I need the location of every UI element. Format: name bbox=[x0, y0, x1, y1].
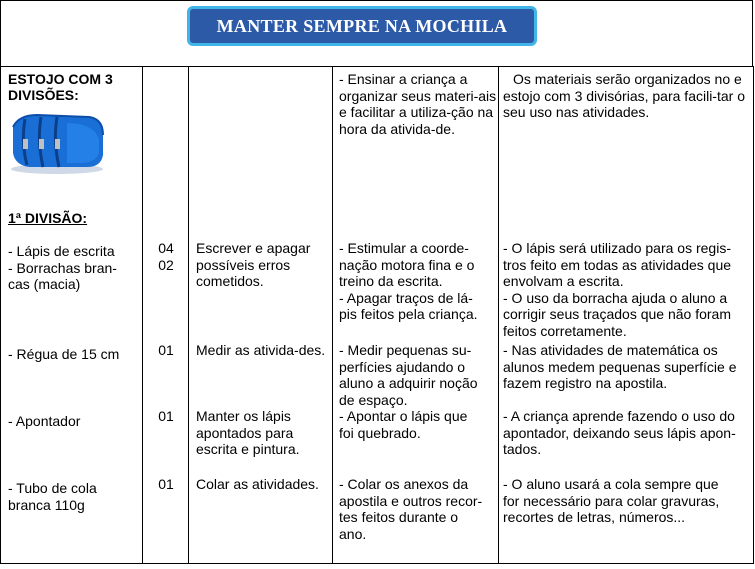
pencil-case-icon bbox=[7, 109, 107, 175]
item-glue: - Tubo de cola branca 110g bbox=[8, 480, 97, 513]
division-label: 1ª DIVISÃO: bbox=[8, 210, 88, 226]
use-pencil-eraser: Escrever e apagar possíveis erros cometidos. bbox=[196, 240, 311, 289]
qty-sharpener: 01 bbox=[158, 408, 174, 424]
materials-table bbox=[0, 66, 754, 564]
section-purpose: - Ensinar a criança a organizar seus materi-ais e facilitar a utiliza-ção na hora da ativida-de. bbox=[339, 71, 497, 137]
qty-pencil-eraser: 04 02 bbox=[158, 240, 174, 273]
objective-glue: - Colar os anexos da apostila e outros recor- tes feitos durante o ano. bbox=[339, 476, 483, 542]
item-sharpener: - Apontador bbox=[8, 413, 81, 429]
column-quantity bbox=[143, 67, 189, 564]
qty-ruler: 01 bbox=[158, 342, 174, 358]
item-pencil-eraser: - Lápis de escrita - Borrachas bran- cas (macia) bbox=[8, 243, 117, 292]
column-notes bbox=[499, 67, 754, 564]
column-use bbox=[189, 67, 333, 564]
column-objective bbox=[333, 67, 499, 564]
qty-glue: 01 bbox=[158, 476, 174, 492]
objective-sharpener: - Apontar o lápis que foi quebrado. bbox=[339, 408, 468, 441]
section-note: Os materiais serão organizados no e estojo com 3 divisórias, para facili-tar o seu uso nas atividades. bbox=[503, 71, 745, 120]
use-glue: Colar as atividades. bbox=[196, 476, 319, 492]
note-sharpener: - A criança aprende fazendo o uso do apontador, deixando seus lápis apon- tados. bbox=[503, 408, 736, 457]
note-glue: - O aluno usará a cola sempre que for necessário para colar gravuras, recortes de letras, números... bbox=[503, 476, 720, 525]
note-pencil-eraser: - O lápis será utilizado para os regis- tros feito em todas as atividades que envolvam a escrita. - O uso da borracha ajuda o aluno a corrigir seus traçados que não foram feitos corretamente. bbox=[503, 240, 732, 339]
section-heading: ESTOJO COM 3 DIVISÕES: bbox=[8, 71, 113, 103]
use-ruler: Medir as ativida-des. bbox=[196, 342, 326, 358]
use-sharpener: Manter os lápis apontados para escrita e pintura. bbox=[196, 408, 300, 457]
column-item bbox=[1, 67, 143, 564]
page-title: MANTER SEMPRE NA MOCHILA bbox=[187, 6, 537, 46]
item-ruler: - Régua de 15 cm bbox=[8, 346, 120, 362]
objective-ruler: - Medir pequenas su- perfícies ajudando o aluno a adquirir noção de espaço. bbox=[339, 342, 478, 408]
objective-pencil-eraser: - Estimular a coorde- nação motora fina e o treino da escrita. - Apagar traços de lá- pis feitos pela criança. bbox=[339, 240, 478, 322]
note-ruler: - Nas atividades de matemática os alunos medem pequenas superfície e fazem registro na apostila. bbox=[503, 342, 737, 391]
